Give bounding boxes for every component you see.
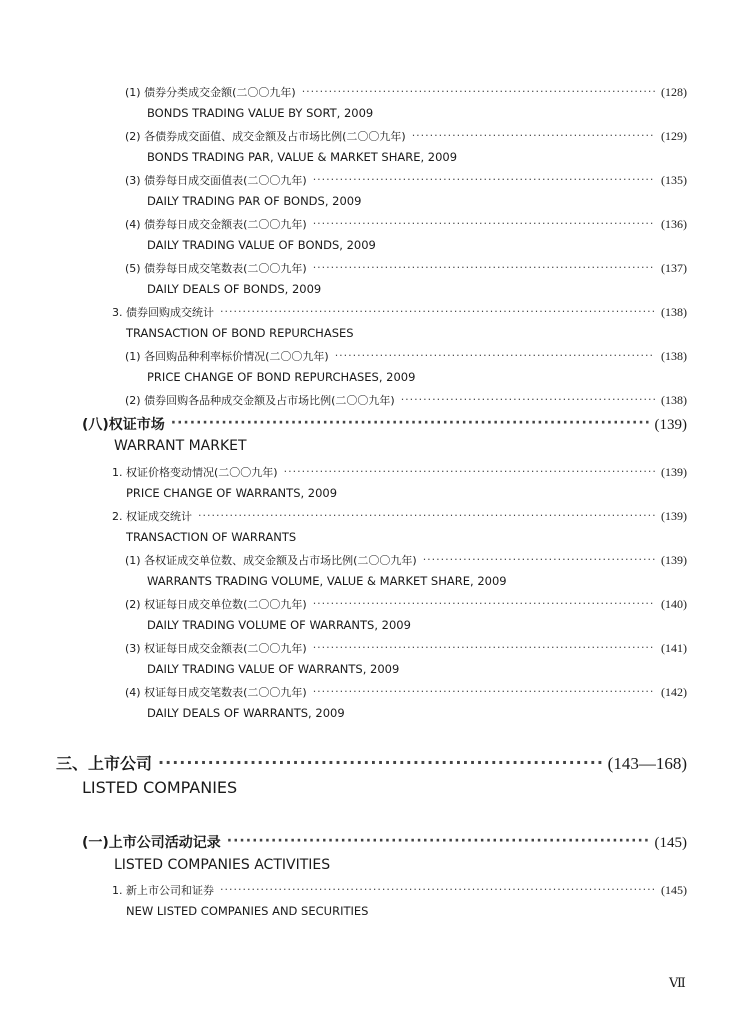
toc-entry-label: (4) 权证每日成交笔数表(二〇〇九年) bbox=[125, 686, 307, 699]
toc-entry[interactable] bbox=[125, 392, 687, 408]
toc-entry-english: BONDS TRADING PAR, VALUE & MARKET SHARE, 2009 bbox=[147, 150, 458, 164]
page-number: (137) bbox=[661, 261, 687, 275]
toc-entry-label: 3. 债券回购成交统计 bbox=[112, 306, 214, 319]
toc-entry-label: (2) 各债券成交面值、成交金额及占市场比例(二〇〇九年) bbox=[125, 130, 406, 143]
toc-section-entry[interactable] bbox=[82, 414, 687, 434]
page-number: (135) bbox=[661, 173, 687, 187]
toc-entry-label: (一)上市公司活动记录 bbox=[82, 835, 221, 851]
toc-entry[interactable] bbox=[125, 260, 687, 276]
dot-leader bbox=[220, 305, 655, 316]
toc-entry[interactable] bbox=[125, 552, 687, 568]
page-number: (138) bbox=[661, 393, 687, 407]
toc-entry-english: DAILY TRADING VALUE OF BONDS, 2009 bbox=[147, 238, 376, 252]
dot-leader bbox=[313, 597, 655, 608]
toc-entry-english: DAILY DEALS OF WARRANTS, 2009 bbox=[147, 706, 345, 720]
toc-entry-english: TRANSACTION OF WARRANTS bbox=[126, 530, 297, 544]
dot-leader bbox=[313, 685, 655, 696]
toc-entry-english: DAILY TRADING PAR OF BONDS, 2009 bbox=[147, 194, 362, 208]
toc-entry-label: (八)权证市场 bbox=[82, 417, 165, 433]
dot-leader bbox=[227, 833, 649, 847]
toc-entry[interactable] bbox=[125, 640, 687, 656]
page-number: (139) bbox=[654, 417, 687, 433]
toc-entry-english: PRICE CHANGE OF WARRANTS, 2009 bbox=[126, 486, 338, 500]
toc-entry-label: (3) 债券每日成交面值表(二〇〇九年) bbox=[125, 174, 307, 187]
toc-chapter-english: LISTED COMPANIES bbox=[82, 778, 238, 797]
toc-entry[interactable] bbox=[125, 684, 687, 700]
toc-entry-english: TRANSACTION OF BOND REPURCHASES bbox=[126, 326, 354, 340]
dot-leader bbox=[423, 553, 655, 564]
toc-section-english: LISTED COMPANIES ACTIVITIES bbox=[114, 857, 331, 873]
toc-entry[interactable] bbox=[125, 84, 687, 100]
toc-entry[interactable] bbox=[112, 508, 687, 524]
toc-entry-label: (3) 权证每日成交金额表(二〇〇九年) bbox=[125, 642, 307, 655]
page-number: (128) bbox=[661, 85, 687, 99]
page-number: (143—168) bbox=[607, 754, 687, 773]
toc-entry-label: (2) 权证每日成交单位数(二〇〇九年) bbox=[125, 598, 307, 611]
page-number: (138) bbox=[661, 305, 687, 319]
page-number: (138) bbox=[661, 349, 687, 363]
page-number: (142) bbox=[661, 685, 687, 699]
toc-entry[interactable] bbox=[112, 882, 687, 898]
toc-entry[interactable] bbox=[125, 216, 687, 232]
toc-entry[interactable] bbox=[125, 128, 687, 144]
toc-entry-label: 1. 权证价格变动情况(二〇〇九年) bbox=[112, 466, 278, 479]
toc-entry-english: DAILY TRADING VOLUME OF WARRANTS, 2009 bbox=[147, 618, 411, 632]
toc-entry-label: (1) 债券分类成交金额(二〇〇九年) bbox=[125, 86, 296, 99]
toc-entry-label: 2. 权证成交统计 bbox=[112, 510, 192, 523]
page-number: (136) bbox=[661, 217, 687, 231]
dot-leader bbox=[313, 641, 655, 652]
toc-entry-english: WARRANTS TRADING VOLUME, VALUE & MARKET SHARE, 2009 bbox=[147, 574, 507, 588]
page-number: (139) bbox=[661, 553, 687, 567]
dot-leader bbox=[198, 509, 655, 520]
toc-entry[interactable] bbox=[112, 304, 687, 320]
page-number: (141) bbox=[661, 641, 687, 655]
toc-entry-english: DAILY DEALS OF BONDS, 2009 bbox=[147, 282, 322, 296]
page-number: (129) bbox=[661, 129, 687, 143]
toc-entry-english: DAILY TRADING VALUE OF WARRANTS, 2009 bbox=[147, 662, 400, 676]
page-number: (145) bbox=[661, 883, 687, 897]
toc-entry-english: PRICE CHANGE OF BOND REPURCHASES, 2009 bbox=[147, 370, 416, 384]
toc-entry-english: NEW LISTED COMPANIES AND SECURITIES bbox=[126, 904, 369, 918]
dot-leader bbox=[412, 129, 655, 140]
toc-entry-label: (1) 各回购品种利率标价情况(二〇〇九年) bbox=[125, 350, 329, 363]
toc-entry-label: 1. 新上市公司和证券 bbox=[112, 884, 214, 897]
toc-entry[interactable] bbox=[125, 596, 687, 612]
dot-leader bbox=[220, 883, 655, 894]
page-number: (139) bbox=[661, 465, 687, 479]
toc-chapter-entry[interactable] bbox=[56, 751, 687, 774]
dot-leader bbox=[313, 173, 655, 184]
page-number: (140) bbox=[661, 597, 687, 611]
toc-entry-label: (1) 各权证成交单位数、成交金额及占市场比例(二〇〇九年) bbox=[125, 554, 417, 567]
toc-entry[interactable] bbox=[125, 172, 687, 188]
dot-leader bbox=[313, 261, 655, 272]
dot-leader bbox=[335, 349, 655, 360]
dot-leader bbox=[401, 393, 655, 404]
toc-section-english: WARRANT MARKET bbox=[114, 438, 247, 454]
toc-entry-label: (4) 债券每日成交金额表(二〇〇九年) bbox=[125, 218, 307, 231]
page-number: (145) bbox=[654, 835, 687, 851]
toc-section-entry[interactable] bbox=[82, 832, 687, 852]
page-number: (139) bbox=[661, 509, 687, 523]
dot-leader bbox=[284, 465, 655, 476]
dot-leader bbox=[302, 85, 655, 96]
toc-entry[interactable] bbox=[112, 464, 687, 480]
toc-entry-label: 三、上市公司 bbox=[56, 754, 153, 773]
dot-leader bbox=[313, 217, 655, 228]
page-folio: Ⅶ bbox=[669, 975, 686, 990]
toc-entry-english: BONDS TRADING VALUE BY SORT, 2009 bbox=[147, 106, 374, 120]
toc-entry[interactable] bbox=[125, 348, 687, 364]
toc-entry-label: (5) 债券每日成交笔数表(二〇〇九年) bbox=[125, 262, 307, 275]
dot-leader bbox=[171, 415, 649, 429]
dot-leader bbox=[158, 753, 602, 769]
toc-entry-label: (2) 债券回购各品种成交金额及占市场比例(二〇〇九年) bbox=[125, 394, 395, 407]
